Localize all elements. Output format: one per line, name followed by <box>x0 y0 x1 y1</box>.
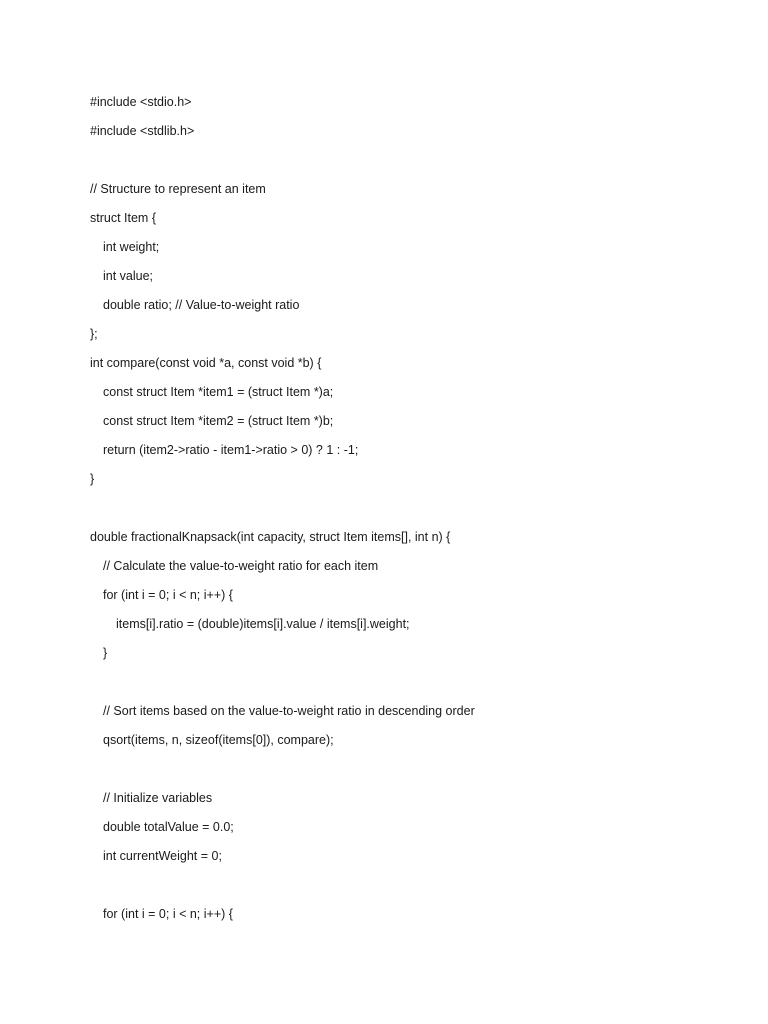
code-line-total-value: double totalValue = 0.0; <box>103 820 234 834</box>
code-line-compare-return: return (item2->ratio - item1->ratio > 0) ? 1 : -1; <box>103 443 359 457</box>
code-line-comment-structure: // Structure to represent an item <box>90 182 266 196</box>
code-line-struct-open: struct Item { <box>90 211 156 225</box>
code-line-comment-calculate: // Calculate the value-to-weight ratio for each item <box>103 559 379 573</box>
code-line-qsort-call: qsort(items, n, sizeof(items[0]), compare); <box>103 733 334 747</box>
code-line-for-loop-ratio: for (int i = 0; i < n; i++) { <box>103 588 233 602</box>
code-line-blank <box>90 875 730 904</box>
code-line-ratio-assign: items[i].ratio = (double)items[i].value / items[i].weight; <box>116 617 410 631</box>
code-line-blank <box>90 150 730 179</box>
code-line-include-stdio: #include <stdio.h> <box>90 95 192 109</box>
code-line-item1-cast: const struct Item *item1 = (struct Item *)a; <box>103 385 334 399</box>
code-line-field-weight: int weight; <box>103 240 160 254</box>
code-line-current-weight: int currentWeight = 0; <box>103 849 222 863</box>
code-line-compare-close: } <box>90 472 95 486</box>
code-line-for-close: } <box>103 646 108 660</box>
code-line-knapsack-signature: double fractionalKnapsack(int capacity, struct Item items[], int n) { <box>90 530 451 544</box>
code-line-compare-signature: int compare(const void *a, const void *b) { <box>90 356 322 370</box>
code-line-include-stdlib: #include <stdlib.h> <box>90 124 195 138</box>
code-line-comment-sort: // Sort items based on the value-to-weight ratio in descending order <box>103 704 475 718</box>
code-line-struct-close: }; <box>90 327 98 341</box>
code-line-comment-initialize: // Initialize variables <box>103 791 213 805</box>
code-line-for-loop-main: for (int i = 0; i < n; i++) { <box>103 907 233 921</box>
code-line-field-value: int value; <box>103 269 154 283</box>
code-line-blank <box>90 672 730 701</box>
code-listing <box>90 92 730 933</box>
code-line-blank <box>90 498 730 527</box>
code-line-field-ratio: double ratio; // Value-to-weight ratio <box>103 298 300 312</box>
code-line-item2-cast: const struct Item *item2 = (struct Item *)b; <box>103 414 334 428</box>
code-line-blank <box>90 759 730 788</box>
